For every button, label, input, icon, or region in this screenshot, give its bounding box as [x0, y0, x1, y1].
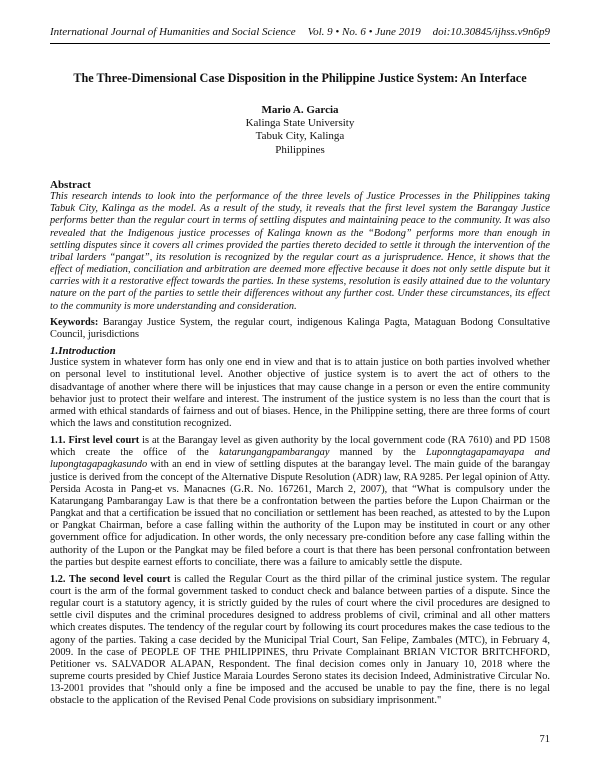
paper-title: The Three-Dimensional Case Disposition in the Philippine Justice System: An Interface — [73, 71, 527, 85]
page-number: 71 — [539, 734, 550, 745]
author-name: Mario A. Garcia — [261, 104, 339, 116]
doi: doi:10.30845/ijhss.v9n6p9 — [432, 26, 550, 38]
section-1-1-lead: 1.1. First level court — [50, 435, 140, 447]
issue-info: Vol. 9 • No. 6 • June 2019 — [307, 26, 421, 38]
author-block — [50, 104, 550, 157]
section-1-2-lead: 1.2. The second level court — [50, 573, 171, 585]
intro-text: Justice system in whatever form has only one end in view and that is to attain justice on both parties involved whether on personal level to institutional level. Another objective of justice system is to avert the act of others to the disadvantage of another where there will be injustices that may cause change in a person or even the entire community behavior just to protect their welfare and interest. The instrument of the justice system is no less than the court that is armed with ethical standards of fairness and out of biases. Hence, in the Philippine setting, there are three forms of court which the laws and constitution recognized. — [50, 357, 550, 429]
keywords — [50, 317, 550, 341]
abstract-text: This research intends to look into the performance of the three levels of Justice Processes in the Philippines taking Tabuk City, Kalinga as the model. As a result of the study, it reveals that the first level system the Barangay Justice performs better than the regular court in terms of settling disputes and maintaining peace to the community. It was also revealed that the Indigenous justice processes of Kalinga known as the “Bodong” performs more than enough in settling disputes since it covers all crimes provided the parties thereto decided to settle it through the intervention of the tribal larders “pangat”, its resolution is recognized by the regular court as a jurisprudence. Hence, it shows that the effect of mediation, conciliation and arbitration are deemed more effective because it does not only settle dispute but it carries with it a restorative effect towards the parties. In these systems, resolution is easily attained due to the voluntary nature on the part of the parties to settle their differences without any further cost. Under these circumstances, its effect to the community is more understanding and consideration. — [50, 191, 550, 312]
header-rule — [50, 43, 550, 44]
section-1-2: 1.2. The second level court is called the Regular Court as the third pillar of the criminal justice system. The regular court is the arm of the formal government tasked to conduct check and balance between parties of a dispute. Since the regular court is a statutory agency, it is strictly guided by the rules of court where the civil procedures are designed to settle civil disputes and the criminal procedures designed to address problems of civil, criminal and all other matters which creates disputes. The tendency of the regular court by following its court procedures makes the case tedious to the agony of the parties. Taking a case decided by the Municipal Trial Court, San Felipe, Zambales (MTC), in February 4, 2009. In the case of PEOPLE OF THE PHILIPPINES, thru Private Complainant BRIAN VICTOR BRITCHFORD, Petitioner vs. SALVADOR ALAPAN, Respondent. The final decision comes only in January 10, 2018 where the supreme courts presided by Chief Justice Maraia Lourdes Serono states its decision Indeed, Administrative Circular No. 13-2001 provides that "should only a fine be imposed and the accused be unable to pay the fine, there is no legal obstacle to the application of the Revised Penal Code provisions on subsidiary imprisonment." — [50, 573, 551, 707]
author-affiliation: Kalinga State University — [245, 117, 355, 130]
section-1-1: 1.1. First level court is at the Barangay level as given authority by the local government code (RA 7610) and PD 1508 which create the office of the katarungangpambarangay manned by the Luponngtagapamayapa and lupongtagapagkasundo with an end in view of settling disputes at the barangay level. The main guide of the barangay justice is derived from the concept of the Alternative Dispute Resolution (ADR) law, RA 9285. Per legal opinion of Atty. Persida Acosta in Pang-et vs. Manacnes (G.R. No. 167261, March 2, 2007), that “What is compulsory under the Katarungang Pambarangay Law is that there be a confrontation between the parties before the Lupon Chairman or the Pangkat and that a certification be issued that no conciliation or settlement has been reached, as attested to by the Lupon or Pangkat Chairman, before a case falling within the authority of the Lupon may be instituted in court or any other government office for adjudication. In other words, the only necessary pre-condition before any case falling within the authority of the Lupon or the Pangkat may be filed before a court is that there has been personal confrontation between the parties but despite earnest efforts to conciliate, there was a failure to amicably settle the dispute. — [50, 435, 550, 568]
author-city: Tabuk City, Kalinga — [255, 130, 345, 143]
intro-heading: 1.Introduction — [50, 345, 116, 358]
journal-name: International Journal of Humanities and Social Science — [50, 26, 296, 38]
body-text — [50, 179, 550, 713]
keywords-text: Barangay Justice System, the regular court, indigenous Kalinga Pagta, Mataguan Bodong Consultative Council, jurisdictions — [50, 316, 550, 340]
running-header — [50, 26, 550, 44]
author-country: Philippines — [275, 143, 325, 156]
keywords-label: Keywords: — [50, 316, 99, 328]
abstract-heading: Abstract — [50, 179, 91, 191]
